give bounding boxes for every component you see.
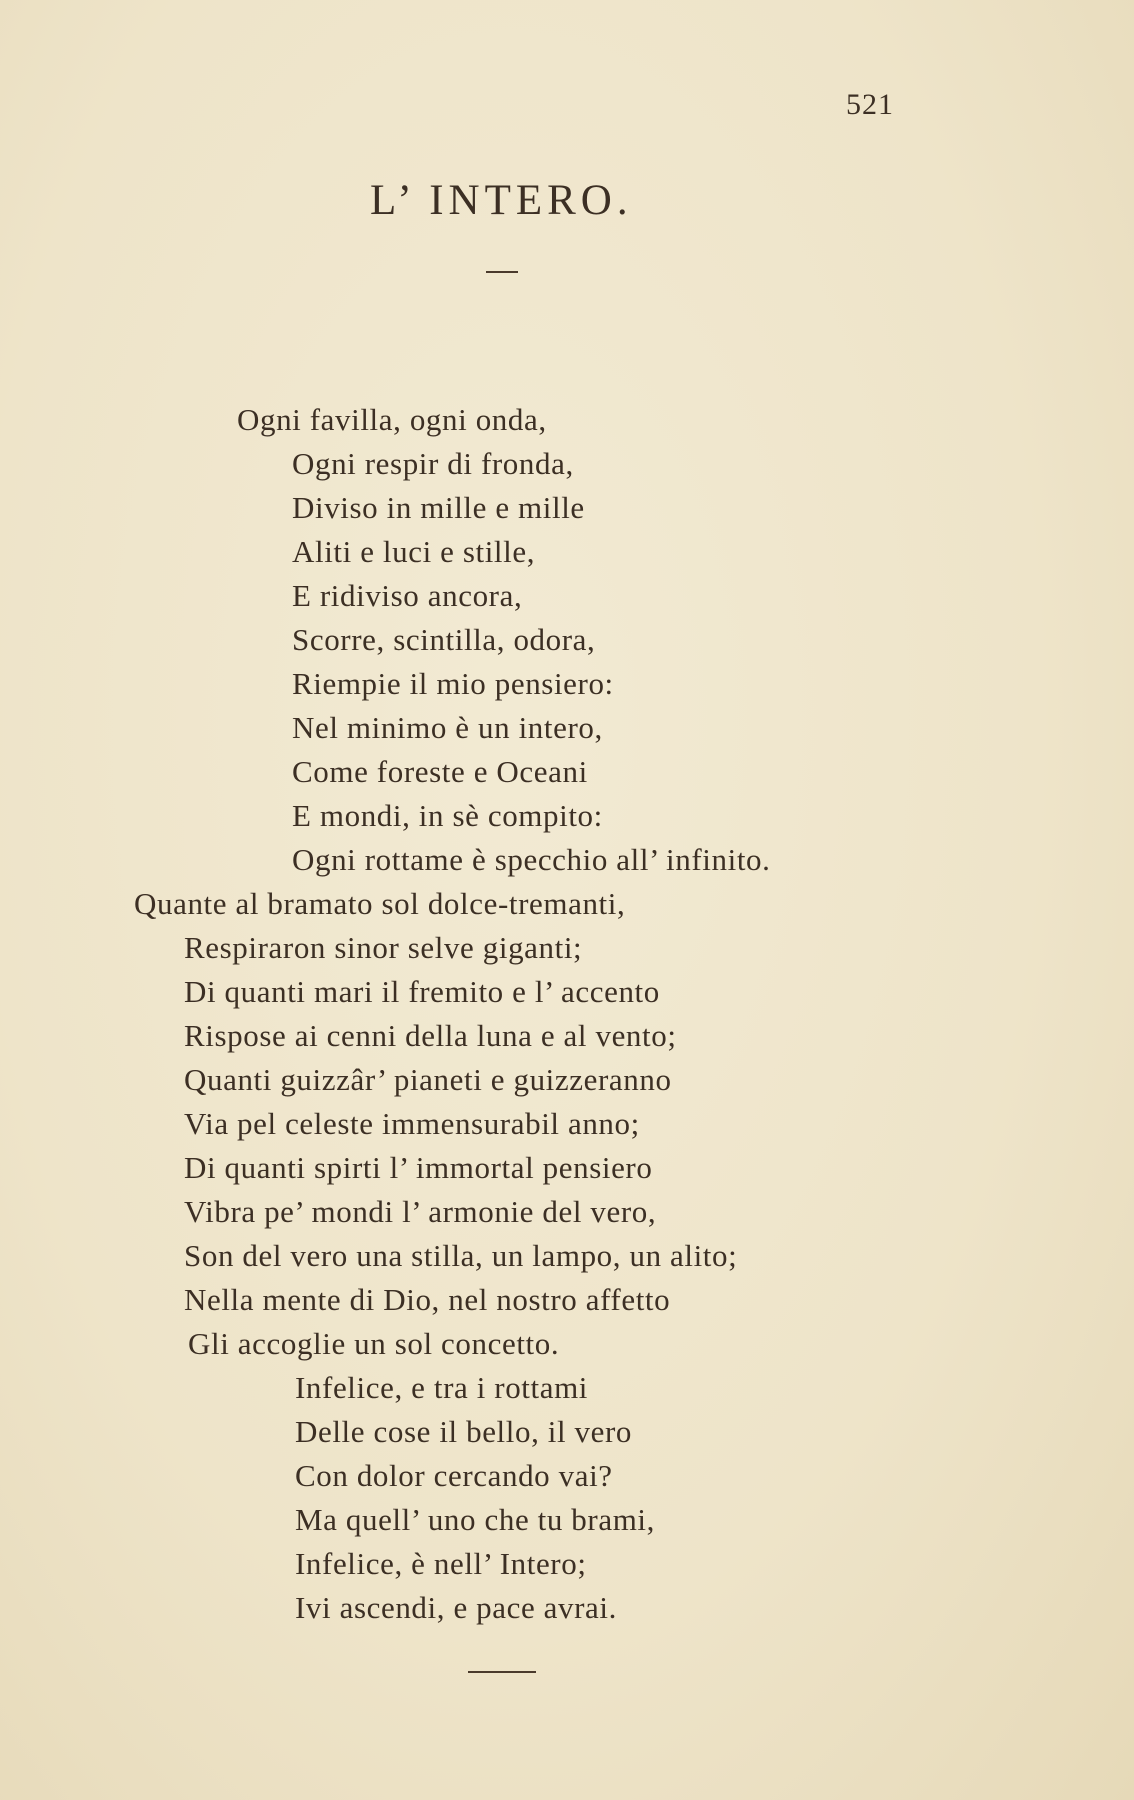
poem-line: Quanti guizzâr’ pianeti e guizzeranno: [184, 1062, 672, 1097]
poem-line: Infelice, e tra i rottami: [295, 1370, 589, 1405]
poem-line: Ogni favilla, ogni onda,: [237, 402, 547, 437]
poem-line: Nel minimo è un intero,: [292, 710, 603, 745]
poem-line: Gli accoglie un sol concetto.: [188, 1326, 560, 1361]
poem-line: Aliti e luci e stille,: [292, 534, 536, 569]
poem-line: Diviso in mille e mille: [292, 490, 585, 525]
poem-title: L’ INTERO.: [370, 177, 633, 224]
poem-line: Ivi ascendi, e pace avrai.: [295, 1590, 617, 1625]
poem-line: Infelice, è nell’ Intero;: [295, 1546, 587, 1581]
poem-line: Ogni respir di fronda,: [292, 446, 574, 481]
poem-line: Riempie il mio pensiero:: [292, 666, 614, 701]
page-number: 521: [846, 88, 894, 121]
poem-line: Ma quell’ uno che tu brami,: [295, 1502, 655, 1537]
poem-line: Rispose ai cenni della luna e al vento;: [184, 1018, 677, 1053]
poem-line: Via pel celeste immensurabil anno;: [184, 1106, 640, 1141]
poem-line: Di quanti mari il fremito e l’ accento: [184, 974, 660, 1009]
end-divider: [468, 1671, 536, 1673]
poem-line: Quante al bramato sol dolce-tremanti,: [134, 886, 626, 921]
poem-line: Son del vero una stilla, un lampo, un alito;: [184, 1238, 738, 1273]
poem-line: Scorre, scintilla, odora,: [292, 622, 596, 657]
poem-line: Come foreste e Oceani: [292, 754, 588, 789]
poem-line: E mondi, in sè compito:: [292, 798, 603, 833]
poem-line: Delle cose il bello, il vero: [295, 1414, 633, 1449]
poem-line: Nella mente di Dio, nel nostro affetto: [184, 1282, 671, 1317]
poem-line: Di quanti spirti l’ immortal pensiero: [184, 1150, 653, 1185]
poem-line: Ogni rottame è specchio all’ infinito.: [292, 842, 771, 877]
poem-line: E ridiviso ancora,: [292, 578, 523, 613]
poem-line: Respiraron sinor selve giganti;: [184, 930, 583, 965]
poem-line: Con dolor cercando vai?: [295, 1458, 613, 1493]
poem-line: Vibra pe’ mondi l’ armonie del vero,: [184, 1194, 657, 1229]
title-divider: [486, 271, 518, 273]
